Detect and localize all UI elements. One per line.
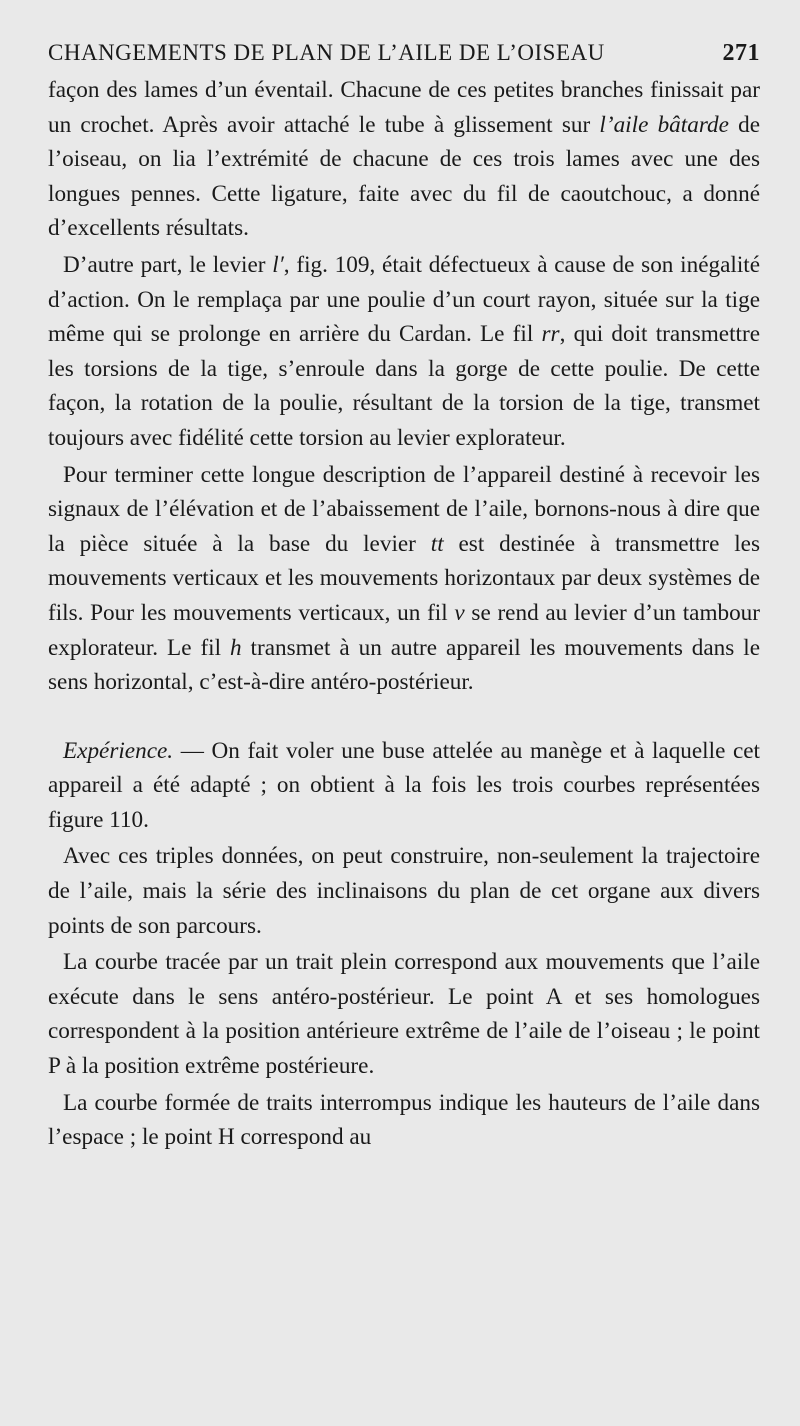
- body-text: [48, 73, 760, 1155]
- paragraph: [48, 458, 760, 700]
- text-run: , fig. 109, était défectueux à cause de son inégalité d’action. On le remplaça par une poulie d’un court rayon, située sur la tige même qui se prolonge en arrière du Cardan. Le fil: [48, 251, 760, 348]
- italic-text: rr: [541, 321, 560, 348]
- italic-text: v: [454, 599, 465, 626]
- paragraph: [48, 839, 760, 943]
- text-run: transmet à un autre appareil les mouvements dans le sens horizontal, c’est-à-dire antéro-postérieur.: [48, 634, 760, 696]
- paragraph: [48, 248, 760, 456]
- text-run: de l’oiseau, on lia l’extrémité de chacune de ces trois lames avec une des longues pennes. Cette ligature, faite avec du fil de caoutchouc, a donné d’excellents résultats.: [48, 111, 760, 242]
- italic-text: l’aile bâtarde: [599, 111, 729, 138]
- italic-text: l′: [272, 251, 284, 278]
- paragraph: [48, 734, 760, 838]
- paragraph: [48, 73, 760, 246]
- text-run: se rend au levier d’un tambour explorateur. Le fil: [48, 599, 760, 661]
- text-run: façon des lames d’un éventail. Chacune de ces petites branches finissait par un crochet. Après avoir attaché le tube à glissement sur: [48, 77, 760, 138]
- paragraph: [48, 945, 760, 1083]
- text-run: La courbe tracée par un trait plein correspond aux mouvements que l’aile exécute dans le sens antéro-postérieur. Le point A et ses homologues correspondent à la position antérieure extrême de l’aile de l’oiseau ; le point P à la position extrême postérieure.: [48, 949, 760, 1080]
- page-number: 271: [722, 40, 760, 66]
- text-run: — On fait voler une buse attelée au manège et à laquelle cet appareil a été adapté ; on obtient à la fois les trois courbes représentées figure 110.: [48, 737, 760, 833]
- running-head-title: CHANGEMENTS DE PLAN DE L’AILE DE L’OISEAU: [48, 40, 605, 65]
- running-head: [48, 40, 760, 67]
- text-run: , qui doit transmettre les torsions de la tige, s’enroule dans la gorge de cette poulie. De cette façon, la rotation de la poulie, résultant de la torsion de la tige, transmet toujours avec fidélité cette torsion au levier explorateur.: [48, 321, 760, 451]
- italic-text: Expérience.: [63, 737, 174, 764]
- italic-text: tt: [430, 530, 444, 557]
- text-run: Avec ces triples données, on peut construire, non-seulement la trajectoire de l’aile, mais la série des inclinaisons du plan de cet organe aux divers points de son parcours.: [48, 843, 760, 939]
- text-run: est destinée à transmettre les mouvements verticaux et les mouvements horizontaux par deux systèmes de fils. Pour les mouvements verticaux, un fil: [48, 530, 760, 626]
- text-run: La courbe formée de traits interrompus indique les hauteurs de l’aile dans l’espace ; le point H correspond au: [48, 1089, 760, 1151]
- paragraph: [48, 1086, 760, 1155]
- text-run: D’autre part, le levier: [63, 251, 273, 278]
- text-run: Pour terminer cette longue description de l’appareil destiné à recevoir les signaux de l’élévation et de l’abaissement de l’aile, bornons-nous à dire que la pièce située à la base du levier: [48, 461, 760, 557]
- italic-text: h: [230, 634, 242, 661]
